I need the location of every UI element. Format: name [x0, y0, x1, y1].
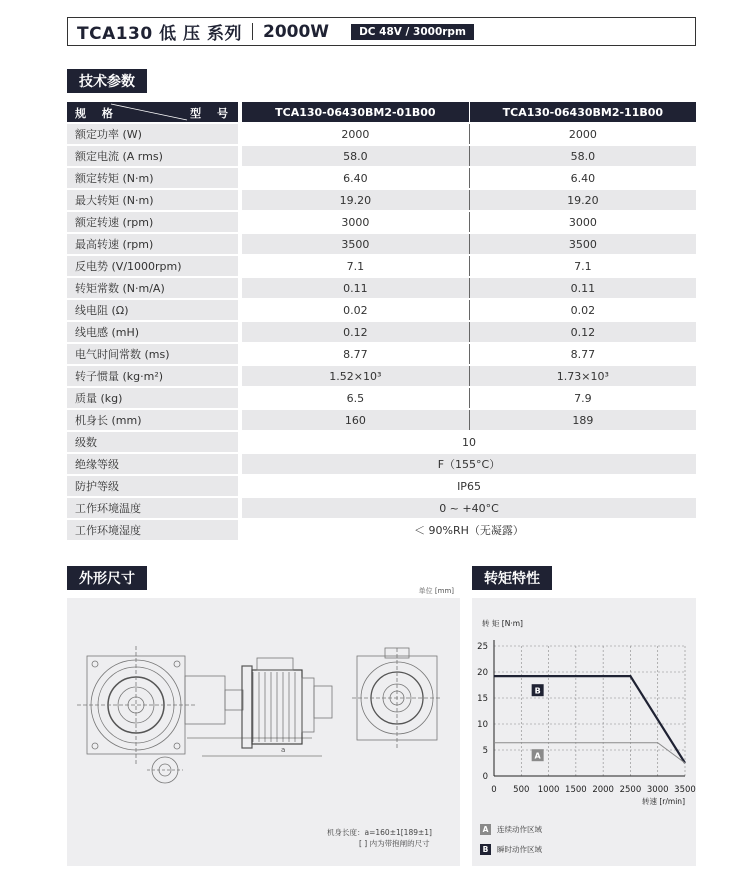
table-row	[67, 124, 696, 144]
x-tick-label: 2000	[592, 785, 614, 795]
row-label: 反电势 (V/1000rpm)	[67, 256, 238, 276]
row-value-model-1: 6.5	[242, 388, 470, 408]
row-value-model-2: 0.11	[470, 278, 696, 298]
x-tick-label: 3000	[646, 785, 669, 795]
row-value-model-2: 189	[470, 410, 696, 430]
series-title: TCA130 低 压 系列	[77, 24, 242, 44]
length-note	[327, 827, 432, 849]
x-tick-label: 3500	[674, 785, 696, 795]
table-row	[67, 146, 696, 166]
torque-chart-panel	[472, 598, 696, 866]
table-row	[67, 190, 696, 210]
dim-label-a: a	[281, 746, 286, 754]
row-value-model-1: 3500	[242, 234, 470, 254]
table-row-merged	[67, 476, 696, 496]
power-title: 2000W	[262, 21, 330, 42]
row-label: 额定电流 (A rms)	[67, 146, 238, 166]
row-label: 防护等级	[67, 476, 238, 496]
length-note-line-1: 机身长度：a=160±1[189±1]	[327, 828, 432, 837]
table-row-merged	[67, 454, 696, 474]
row-label: 线电阻 (Ω)	[67, 300, 238, 320]
table-row	[67, 234, 696, 254]
table-row	[67, 300, 696, 320]
row-value-model-2: 0.12	[470, 322, 696, 342]
row-value-merged: IP65	[242, 476, 696, 496]
row-value-model-2: 6.40	[470, 168, 696, 188]
motor-outline-drawing	[67, 598, 460, 866]
header-model-label: 型 号	[190, 107, 234, 120]
title-bar	[67, 17, 696, 46]
row-value-model-1: 2000	[242, 124, 470, 144]
row-value-model-2: 1.73×10³	[470, 366, 696, 386]
row-label: 绝缘等级	[67, 454, 238, 474]
row-value-model-2: 0.02	[470, 300, 696, 320]
header-model-1: TCA130-06430BM2-01B00	[242, 102, 470, 122]
table-row-merged	[67, 520, 696, 540]
row-value-model-2: 7.1	[470, 256, 696, 276]
x-axis-title: 转速 [r/min]	[642, 797, 685, 806]
legend-swatch-a: A	[480, 824, 491, 835]
row-value-model-2: 7.9	[470, 388, 696, 408]
row-value-model-2: 3500	[470, 234, 696, 254]
row-label: 转子惯量 (kg·m²)	[67, 366, 238, 386]
series-line-zone-a	[494, 743, 685, 763]
row-value-merged: ＜ 90%RH（无凝露）	[242, 520, 696, 540]
row-value-model-2: 8.77	[470, 344, 696, 364]
row-label: 最高转速 (rpm)	[67, 234, 238, 254]
zone-label-a: A	[534, 751, 541, 761]
row-value-model-1: 3000	[242, 212, 470, 232]
row-value-model-2: 19.20	[470, 190, 696, 210]
row-value-model-1: 58.0	[242, 146, 470, 166]
header-model-2: TCA130-06430BM2-11B00	[470, 102, 696, 122]
row-value-model-1: 0.02	[242, 300, 470, 320]
row-label: 电气时间常数 (ms)	[67, 344, 238, 364]
y-tick-label: 15	[477, 694, 488, 704]
table-row-merged	[67, 498, 696, 518]
dimension-drawing-panel	[67, 587, 460, 866]
legend-item-a	[480, 824, 542, 835]
row-label: 额定转速 (rpm)	[67, 212, 238, 232]
row-value-model-2: 58.0	[470, 146, 696, 166]
row-value-model-1: 160	[242, 410, 470, 430]
section-torque: 转矩特性	[472, 566, 552, 590]
table-row	[67, 366, 696, 386]
header-spec-label: 规 格	[75, 107, 119, 120]
legend-text-a: 连续动作区域	[497, 825, 542, 834]
y-tick-label: 10	[477, 720, 488, 730]
legend-swatch-b: B	[480, 844, 491, 855]
table-row	[67, 256, 696, 276]
row-value-model-1: 0.12	[242, 322, 470, 342]
row-value-model-1: 0.11	[242, 278, 470, 298]
row-value-model-1: 1.52×10³	[242, 366, 470, 386]
row-value-model-2: 2000	[470, 124, 696, 144]
table-row	[67, 278, 696, 298]
y-tick-label: 20	[477, 668, 488, 678]
row-label: 工作环境温度	[67, 498, 238, 518]
unit-note: 单位 [mm]	[418, 587, 454, 595]
x-tick-label: 1500	[565, 785, 587, 795]
row-label: 转矩常数 (N·m/A)	[67, 278, 238, 298]
table-row	[67, 212, 696, 232]
x-tick-label: 500	[513, 785, 530, 795]
table-row	[67, 388, 696, 408]
row-value-merged: 10	[242, 432, 696, 452]
row-label: 级数	[67, 432, 238, 452]
y-axis-title: 转 矩 [N·m]	[482, 619, 523, 628]
x-tick-label: 2500	[619, 785, 642, 795]
header-spec-model	[67, 102, 238, 122]
y-tick-label: 0	[482, 772, 488, 782]
y-tick-label: 25	[477, 642, 488, 652]
row-label: 最大转矩 (N·m)	[67, 190, 238, 210]
row-label: 质量 (kg)	[67, 388, 238, 408]
section-tech-params: 技术参数	[67, 69, 147, 93]
table-row	[67, 344, 696, 364]
table-header-row	[67, 102, 696, 122]
table-row	[67, 168, 696, 188]
row-value-model-1: 6.40	[242, 168, 470, 188]
row-value-model-1: 7.1	[242, 256, 470, 276]
zone-label-b: B	[534, 686, 541, 696]
row-label: 额定功率 (W)	[67, 124, 238, 144]
x-tick-label: 0	[491, 785, 497, 795]
title-divider	[252, 23, 253, 40]
length-note-line-2: [ ] 内为带抱闸的尺寸	[359, 839, 430, 848]
row-value-merged: F（155°C）	[242, 454, 696, 474]
table-row	[67, 410, 696, 430]
row-label: 工作环境湿度	[67, 520, 238, 540]
y-tick-label: 5	[482, 746, 488, 756]
legend-item-b	[480, 844, 542, 855]
row-value-model-1: 19.20	[242, 190, 470, 210]
section-dimensions: 外形尺寸	[67, 566, 147, 590]
spec-badge: DC 48V / 3000rpm	[351, 24, 474, 40]
row-label: 线电感 (mH)	[67, 322, 238, 342]
table-row	[67, 322, 696, 342]
legend-text-b: 瞬时动作区域	[497, 845, 542, 854]
row-value-model-1: 8.77	[242, 344, 470, 364]
row-value-merged: 0 ~ +40°C	[242, 498, 696, 518]
x-tick-label: 1000	[537, 785, 560, 795]
spec-table	[67, 100, 696, 542]
row-label: 额定转矩 (N·m)	[67, 168, 238, 188]
row-label: 机身长 (mm)	[67, 410, 238, 430]
row-value-model-2: 3000	[470, 212, 696, 232]
table-body	[67, 124, 696, 540]
table-row-merged	[67, 432, 696, 452]
